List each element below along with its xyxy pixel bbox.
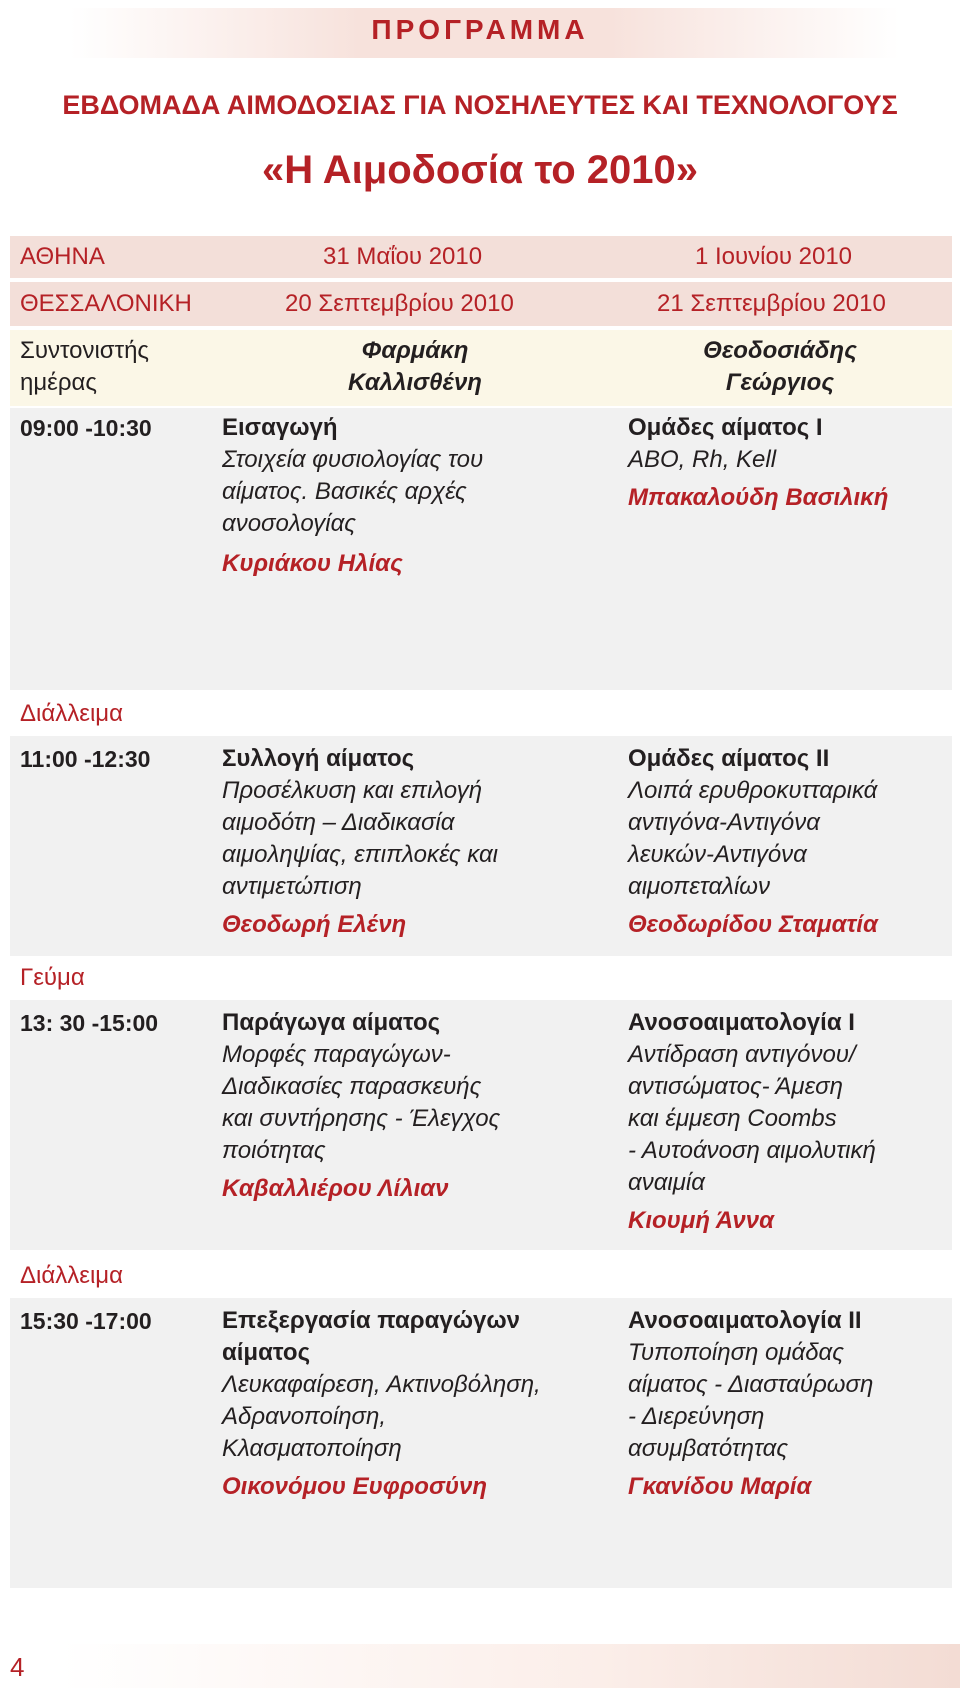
session-speaker: Κιουμή Άννα [628, 1207, 774, 1234]
session-speaker: Γκανίδου Μαρία [628, 1473, 812, 1500]
session-desc: ασυμβατότητας [628, 1435, 788, 1462]
session-desc: ποιότητας [222, 1137, 326, 1164]
city-date-day1: 31 Μαΐου 2010 [323, 243, 483, 270]
session-day1 [222, 743, 612, 939]
session-day2 [628, 1305, 948, 1501]
session-title: αίματος [222, 1339, 311, 1366]
session-title: Ομάδες αίματος ΙΙ [628, 745, 830, 772]
session-desc: και έμμεση Coombs [628, 1105, 837, 1132]
break-label: Διάλλειμα [20, 700, 123, 727]
session-desc: αντισώματος- Άμεση [628, 1073, 843, 1100]
session-title: Παράγωγα αίματος [222, 1009, 441, 1036]
coordinator-name-line: Φαρμάκη [361, 337, 469, 364]
session-desc: Προσέλκυση και επιλογή [222, 777, 483, 804]
coordinator-name-line: Θεοδοσιάδης [703, 337, 857, 364]
session-title: Ανοσοαιματολογία Ι [628, 1009, 855, 1036]
session-desc: λευκών-Αντιγόνα [628, 841, 807, 868]
session-title: Επεξεργασία παραγώγων [222, 1307, 520, 1334]
session-desc: αιμοδότη – Διαδικασία [222, 809, 455, 836]
session-time: 15:30 -17:00 [20, 1308, 152, 1334]
session-time: 13: 30 -15:00 [20, 1010, 159, 1036]
session-title: Εισαγωγή [222, 414, 338, 441]
session-time: 09:00 -10:30 [20, 415, 152, 441]
session-speaker: Μπακαλούδη Βασιλική [628, 484, 889, 511]
city-name: ΘΕΣΣΑΛΟΝΙΚΗ [20, 290, 192, 317]
session-desc: Στοιχεία φυσιολογίας του [222, 446, 484, 473]
session-desc: αντιγόνα-Αντιγόνα [628, 809, 820, 836]
session-desc: και συντήρησης - Έλεγχος [222, 1105, 501, 1132]
session-desc: Λοιπά ερυθροκυτταρικά [628, 777, 878, 804]
session-day2 [628, 1007, 948, 1235]
session-title: Ανοσοαιματολογία ΙΙ [628, 1307, 862, 1334]
coordinator-label-line: ημέρας [20, 369, 97, 396]
session-desc: Αδρανοποίηση, [222, 1403, 386, 1430]
session-desc: ΑΒΟ, Rh, Kell [628, 446, 777, 473]
session-speaker: Κυριάκου Ηλίας [222, 550, 403, 577]
footer-bar [60, 1644, 960, 1688]
session-title: Συλλογή αίματος [222, 745, 415, 772]
coordinator-name-line: Γεώργιος [725, 369, 835, 396]
session-speaker: Οικονόμου Ευφροσύνη [222, 1473, 488, 1500]
session-day2 [628, 743, 948, 939]
session-speaker: Καβαλλιέρου Λίλιαν [222, 1175, 449, 1202]
session-desc: Τυποποίηση ομάδας [628, 1339, 844, 1366]
session-desc: ανοσολογίας [222, 510, 356, 537]
session-desc: Κλασματοποίηση [222, 1435, 402, 1462]
session-day1 [222, 1305, 622, 1501]
coordinator-name-line: Καλλισθένη [348, 369, 482, 396]
coordinator-day2 [640, 335, 920, 399]
session-desc: - Αυτοάνοση αιμολυτική [628, 1137, 876, 1164]
session-day1 [222, 1007, 612, 1203]
session-desc: - Διερεύνηση [628, 1403, 765, 1430]
city-date-day2: 21 Σεπτεμβρίου 2010 [657, 290, 886, 317]
page-number: 4 [10, 1652, 25, 1682]
session-time: 11:00 -12:30 [20, 746, 151, 772]
session-desc: Λευκαφαίρεση, Ακτινοβόληση, [222, 1371, 541, 1398]
city-date-day2: 1 Ιουνίου 2010 [695, 243, 853, 270]
city-name: ΑΘΗΝΑ [20, 243, 105, 270]
session-desc: αίματος - Διασταύρωση [628, 1371, 874, 1398]
session-desc: Αντίδραση αντιγόνου/ [628, 1041, 856, 1068]
session-speaker: Θεοδωρίδου Σταματία [628, 911, 878, 938]
session-desc: αίματος. Βασικές αρχές [222, 478, 467, 505]
session-day2 [628, 412, 948, 512]
break-label: Διάλλειμα [20, 1262, 123, 1289]
session-desc: αντιμετώπιση [222, 873, 362, 900]
coordinator-label-line: Συντονιστής [20, 337, 149, 364]
program-heading: ΠΡΟΓΡΑΜΜΑ [371, 14, 589, 45]
coordinator-label [20, 335, 149, 399]
session-desc: αιμοπεταλίων [628, 873, 770, 900]
session-title: Ομάδες αίματος Ι [628, 414, 823, 441]
session-desc: Μορφές παραγώγων- [222, 1041, 451, 1068]
event-subtitle: ΕΒΔΟΜΑΔΑ ΑΙΜΟΔΟΣΙΑΣ ΓΙΑ ΝΟΣΗΛΕΥΤΕΣ ΚΑΙ ΤΕΧΝΟΛΟΓΟΥΣ [62, 90, 898, 120]
coordinator-day1 [265, 335, 565, 399]
session-desc: αναιμία [628, 1169, 705, 1196]
session-day1 [222, 412, 612, 578]
lunch-label: Γεύμα [20, 964, 85, 991]
event-title: «Η Αιμοδοσία το 2010» [261, 148, 699, 192]
city-date-day1: 20 Σεπτεμβρίου 2010 [285, 290, 514, 317]
session-desc: Διαδικασίες παρασκευής [222, 1073, 482, 1100]
session-desc: αιμοληψίας, επιπλοκές και [222, 841, 498, 868]
session-speaker: Θεοδωρή Ελένη [222, 911, 407, 938]
